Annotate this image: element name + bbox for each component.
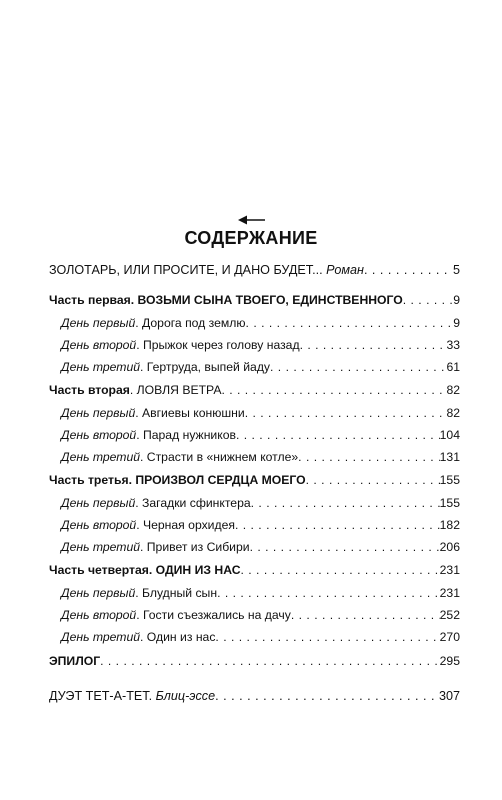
leader-dots: [291, 608, 440, 622]
leader-dots: [217, 586, 440, 600]
toc-day-title: . Парад нужников: [136, 428, 236, 442]
toc-part-label: Часть вторая: [49, 383, 130, 397]
page-number: 104: [439, 428, 460, 442]
toc-entry-part-3[interactable]: [49, 473, 460, 487]
toc-entry-day[interactable]: [49, 518, 460, 532]
toc-day-label: День второй: [61, 428, 137, 442]
toc-part-title: . ЛОВЛЯ ВЕТРА: [129, 383, 222, 397]
page-number: 9: [453, 293, 460, 307]
toc-day-label: День второй: [61, 338, 137, 352]
leader-dots: [245, 406, 447, 420]
toc-day-title: . Гертруда, выпей йаду: [140, 360, 271, 374]
toc-day-title: . Гости съезжались на дачу: [136, 608, 291, 622]
page-number: 33: [446, 338, 460, 352]
toc-day-title: . Загадки сфинктера: [135, 496, 251, 510]
leader-dots: [270, 360, 446, 374]
page-number: 307: [438, 689, 460, 703]
page-number: 270: [439, 630, 460, 644]
leader-dots: [364, 263, 453, 277]
leader-dots: [221, 383, 446, 397]
leader-dots: [251, 496, 440, 510]
toc-entry-genre: Роман: [322, 263, 364, 277]
toc-day-title: . Черная орхидея: [136, 518, 235, 532]
toc-entry-day[interactable]: [49, 360, 460, 374]
toc-entry-novel[interactable]: [49, 263, 460, 277]
toc-day-label: День первый: [61, 316, 136, 330]
toc-entry-day[interactable]: [49, 450, 460, 464]
toc-entry-day[interactable]: [49, 316, 460, 330]
toc-day-title: . Дорога под землю: [135, 316, 246, 330]
toc-day-title: . Страсти в «нижнем котле»: [140, 450, 299, 464]
toc-entry-part-4[interactable]: [49, 563, 460, 577]
toc-day-title: . Прыжок через голову назад: [136, 338, 300, 352]
page-number: 155: [439, 473, 460, 487]
page-number: 231: [439, 563, 460, 577]
page-number: 155: [439, 496, 460, 510]
leader-dots: [250, 540, 440, 554]
toc-entry-essay[interactable]: [49, 689, 460, 703]
toc-entry-title: ЗОЛОТАРЬ, ИЛИ ПРОСИТЕ, И ДАНО БУДЕТ...: [49, 263, 323, 277]
toc-day-label: День третий: [61, 540, 141, 554]
toc-entry-epilogue[interactable]: [49, 654, 460, 668]
page-number: 231: [439, 586, 460, 600]
toc-part-label: Часть первая: [49, 293, 131, 307]
toc-part-label: Часть третья: [49, 473, 129, 487]
page-number: 252: [439, 608, 460, 622]
toc-day-label: День первый: [61, 586, 136, 600]
leader-dots: [241, 563, 440, 577]
toc-day-label: День третий: [61, 630, 141, 644]
toc-day-title: . Авгиевы конюшни: [135, 406, 245, 420]
page-number: 295: [439, 654, 460, 668]
back-arrow-icon[interactable]: [238, 213, 266, 227]
toc-day-label: День первый: [61, 496, 136, 510]
toc-entry-day[interactable]: [49, 630, 460, 644]
toc-heading: СОДЕРЖАНИЕ: [184, 228, 318, 248]
toc-entry-day[interactable]: [49, 586, 460, 600]
page-number: 5: [452, 263, 460, 277]
toc-entry-title: ЭПИЛОГ: [49, 654, 101, 668]
toc-entry-title: ДУЭТ ТЕТ-А-ТЕТ.: [49, 689, 153, 703]
toc-entry-day[interactable]: [49, 406, 460, 420]
toc-entry-day[interactable]: [49, 608, 460, 622]
leader-dots: [298, 450, 439, 464]
toc-day-label: День второй: [61, 608, 137, 622]
toc-part-title: . ОДИН ИЗ НАС: [148, 563, 241, 577]
leader-dots: [235, 518, 440, 532]
toc-entry-day[interactable]: [49, 338, 460, 352]
toc-part-title: . ВОЗЬМИ СЫНА ТВОЕГО, ЕДИНСТВЕННОГО: [130, 293, 403, 307]
toc-part-label: Часть четвертая: [49, 563, 149, 577]
page-number: 82: [446, 383, 460, 397]
toc-entry-day[interactable]: [49, 540, 460, 554]
page-number: 82: [446, 406, 460, 420]
toc-day-label: День второй: [61, 518, 137, 532]
page-number: 206: [439, 540, 460, 554]
page-number: 61: [446, 360, 460, 374]
toc-entry-day[interactable]: [49, 496, 460, 510]
toc-entry-day[interactable]: [49, 428, 460, 442]
leader-dots: [100, 654, 440, 668]
toc-part-title: . ПРОИЗВОЛ СЕРДЦА МОЕГО: [128, 473, 306, 487]
toc-day-title: . Привет из Сибири: [140, 540, 250, 554]
page-number: 131: [439, 450, 460, 464]
toc-entry-genre: Блиц-эссе: [152, 689, 216, 703]
page-number: 9: [453, 316, 460, 330]
toc-day-title: . Блудный сын: [135, 586, 218, 600]
toc-entry-part-1[interactable]: [49, 293, 460, 307]
leader-dots: [403, 293, 453, 307]
toc-day-label: День третий: [61, 450, 141, 464]
leader-dots: [306, 473, 440, 487]
toc-day-label: День третий: [61, 360, 141, 374]
leader-dots: [215, 630, 439, 644]
leader-dots: [236, 428, 440, 442]
toc-day-label: День первый: [61, 406, 136, 420]
leader-dots: [215, 689, 439, 703]
toc-day-title: . Один из нас: [140, 630, 216, 644]
leader-dots: [246, 316, 454, 330]
page-number: 182: [439, 518, 460, 532]
leader-dots: [300, 338, 447, 352]
toc-entry-part-2[interactable]: [49, 383, 460, 397]
